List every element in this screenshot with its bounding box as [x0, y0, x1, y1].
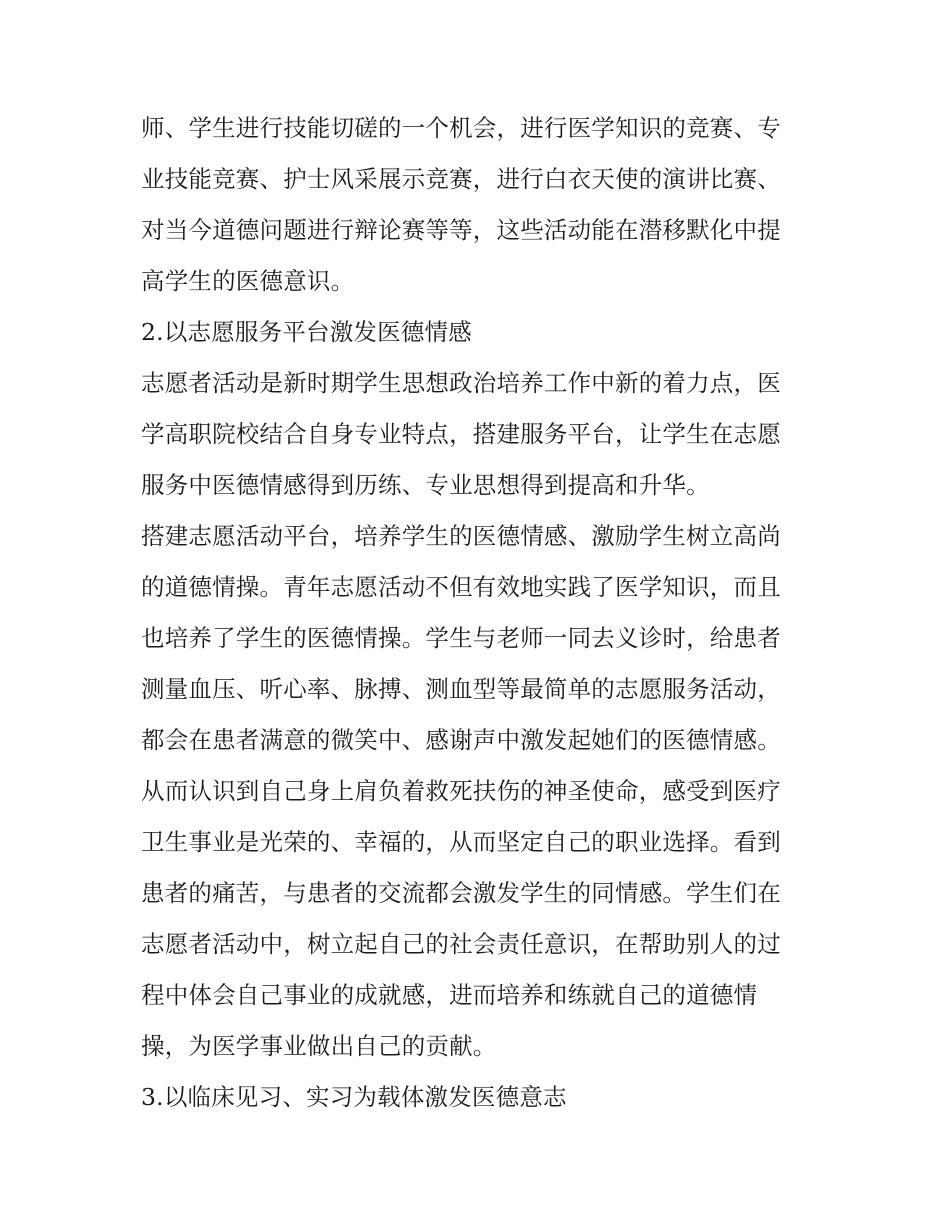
body-text-line: 的道德情操。青年志愿活动不但有效地实践了医学知识，而且 [141, 573, 781, 601]
body-text-line: 业技能竞赛、护士风采展示竞赛，进行白衣天使的演讲比赛、 [141, 165, 781, 193]
body-text-line: 都会在患者满意的微笑中、感谢声中激发起她们的医德情感。 [141, 726, 781, 754]
body-text-line: 也培养了学生的医德情操。学生与老师一同去义诊时，给患者 [141, 624, 781, 652]
body-text-line: 操，为医学事业做出自己的贡献。 [141, 1032, 497, 1060]
body-text-line: 搭建志愿活动平台，培养学生的医德情感、激励学生树立高尚 [141, 522, 781, 550]
body-text-line: 师、学生进行技能切磋的一个机会，进行医学知识的竞赛、专 [141, 114, 781, 142]
body-text-line: 患者的痛苦，与患者的交流都会激发学生的同情感。学生们在 [141, 879, 781, 907]
body-text-line: 学高职院校结合自身专业特点，搭建服务平台，让学生在志愿 [141, 420, 781, 448]
body-text-line: 对当今道德问题进行辩论赛等等，这些活动能在潜移默化中提 [141, 216, 781, 244]
section-heading: 2.以志愿服务平台激发医德情感 [141, 318, 472, 346]
body-text-line: 程中体会自己事业的成就感，进而培养和练就自己的道德情 [141, 981, 758, 1009]
body-text-line: 从而认识到自己身上肩负着救死扶伤的神圣使命，感受到医疗 [141, 777, 781, 805]
body-text-line: 测量血压、听心率、脉搏、测血型等最简单的志愿服务活动， [141, 675, 781, 703]
section-heading: 3.以临床见习、实习为载体激发医德意志 [141, 1083, 567, 1111]
body-text-line: 志愿者活动中，树立起自己的社会责任意识，在帮助别人的过 [141, 930, 781, 958]
body-text-line: 服务中医德情感得到历练、专业思想得到提高和升华。 [141, 471, 710, 499]
body-text-line: 高学生的医德意识。 [141, 267, 355, 295]
body-text-line: 志愿者活动是新时期学生思想政治培养工作中新的着力点，医 [141, 369, 781, 397]
body-text-line: 卫生事业是光荣的、幸福的，从而坚定自己的职业选择。看到 [141, 828, 781, 856]
